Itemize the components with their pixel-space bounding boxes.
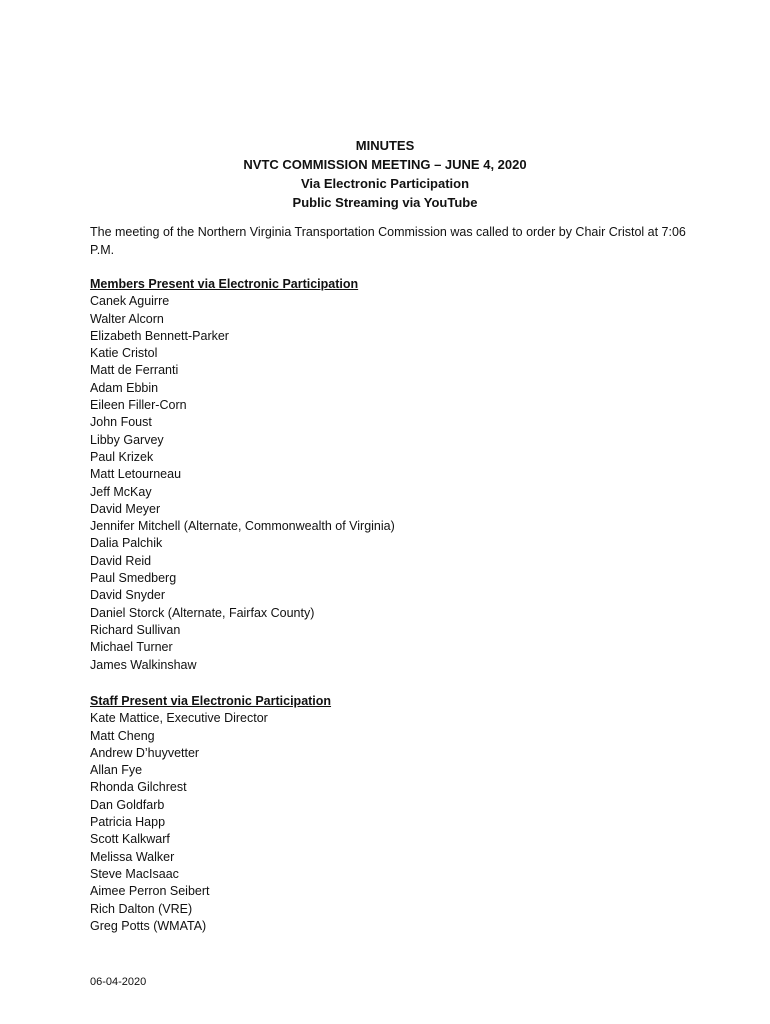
list-item: Greg Potts (WMATA) [90, 918, 207, 933]
members-section [90, 276, 690, 674]
list-item: Daniel Storck (Alternate, Fairfax County) [90, 605, 315, 620]
list-item: Richard Sullivan [90, 622, 181, 637]
staff-list [90, 710, 690, 935]
list-item: Rhonda Gilchrest [90, 780, 187, 795]
list-item: Dan Goldfarb [90, 797, 165, 812]
list-item: Canek Aguirre [90, 294, 170, 309]
list-item: Matt Letourneau [90, 467, 182, 482]
list-item: Patricia Happ [90, 815, 166, 830]
list-item: Adam Ebbin [90, 380, 159, 395]
list-item: Katie Cristol [90, 346, 158, 361]
list-item: Kate Mattice, Executive Director [90, 711, 268, 726]
members-heading: Members Present via Electronic Participation [90, 277, 359, 291]
list-item: James Walkinshaw [90, 657, 197, 672]
list-item: Allan Fye [90, 763, 143, 778]
list-item: Jennifer Mitchell (Alternate, Commonwealth of Virginia) [90, 519, 395, 534]
list-item: Matt Cheng [90, 728, 155, 743]
staff-heading: Staff Present via Electronic Participation [90, 694, 332, 708]
list-item: David Reid [90, 553, 152, 568]
list-item: Aimee Perron Seibert [90, 884, 210, 899]
title-minutes: MINUTES [355, 138, 415, 153]
list-item: Michael Turner [90, 640, 173, 655]
list-item: Dalia Palchik [90, 536, 163, 551]
list-item: Paul Smedberg [90, 571, 177, 586]
list-item: Walter Alcorn [90, 311, 164, 326]
list-item: Paul Krizek [90, 449, 154, 464]
title-meeting: NVTC COMMISSION MEETING – JUNE 4, 2020 [243, 157, 527, 172]
list-item: Andrew D’huyvetter [90, 745, 200, 760]
list-item: Matt de Ferranti [90, 363, 179, 378]
title-streaming: Public Streaming via YouTube [292, 195, 478, 210]
list-item: Scott Kalkwarf [90, 832, 170, 847]
intro-paragraph: The meeting of the Northern Virginia Transportation Commission was called to order by Chair Cristol at 7:06 P.M. [90, 225, 686, 257]
list-item: John Foust [90, 415, 152, 430]
list-item: Elizabeth Bennett-Parker [90, 328, 229, 343]
list-item: Melissa Walker [90, 849, 175, 864]
list-item: Rich Dalton (VRE) [90, 901, 193, 916]
title-participation: Via Electronic Participation [300, 176, 470, 191]
list-item: David Snyder [90, 588, 166, 603]
footer-date: 06-04-2020 [90, 976, 147, 988]
members-list [90, 293, 690, 674]
list-item: Jeff McKay [90, 484, 152, 499]
list-item: Steve MacIsaac [90, 866, 179, 881]
document-title [0, 136, 770, 212]
list-item: Eileen Filler-Corn [90, 398, 187, 413]
list-item: Libby Garvey [90, 432, 164, 447]
list-item: David Meyer [90, 501, 161, 516]
staff-section [90, 693, 690, 935]
